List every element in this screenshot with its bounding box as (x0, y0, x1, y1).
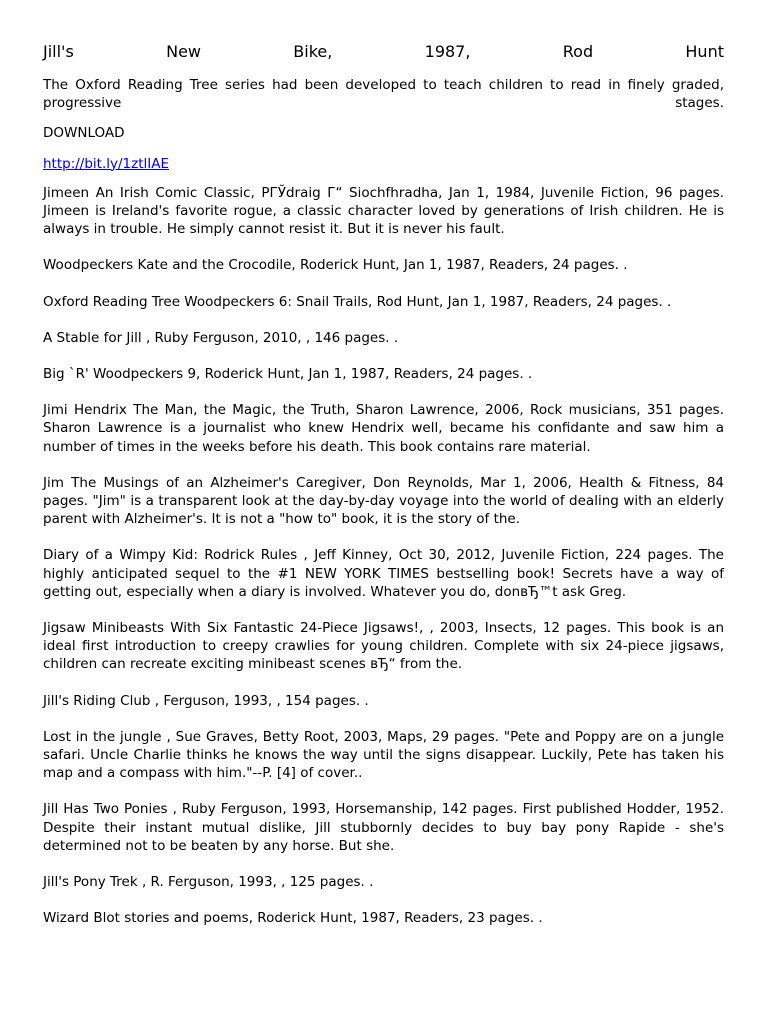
download-link-paragraph (43, 155, 724, 173)
title-word: 1987, (424, 42, 471, 61)
title-word: Rod (562, 42, 594, 61)
title-word: New (166, 42, 201, 61)
book-entry: Jill's Riding Club , Ferguson, 1993, , 154 pages. . (43, 692, 369, 709)
book-entry: Jimi Hendrix The Man, the Magic, the Truth, Sharon Lawrence, 2006, Rock musicians, 351 pages. Sharon Lawrence is a journalist who knew Hendrix well, became his confidante and saw him a number of times in the weeks before his death. This book contains rare material. (43, 402, 724, 455)
document-page (43, 40, 724, 928)
book-entry: Jigsaw Minibeasts With Six Fantastic 24-Piece Jigsaws!, , 2003, Insects, 12 pages. This book is an ideal first introduction to creepy crawlies for young children. Complete with six 24-piece jigsaws, children can recreate exciting minibeast scenes вЂ“ from the. (43, 620, 724, 673)
download-label: DOWNLOAD (43, 125, 125, 142)
intro-line-2: progressive stages. (43, 95, 724, 112)
book-entry: Jim The Musings of an Alzheimer's Caregiver, Don Reynolds, Mar 1, 2006, Health & Fitness, 84 pages. "Jim" is a transparent look at the day-by-day voyage into the world of dealing with an elderly parent with Alzheimer's. It is not a "how to" book, it is the story of the. (43, 474, 724, 528)
book-entry: Woodpeckers Kate and the Crocodile, Roderick Hunt, Jan 1, 1987, Readers, 24 pages. . (43, 257, 628, 274)
intro-line-1: The Oxford Reading Tree series had been developed to teach children to read in finely graded, (43, 77, 724, 93)
book-entry: Oxford Reading Tree Woodpeckers 6: Snail Trails, Rod Hunt, Jan 1, 1987, Readers, 24 pages. . (43, 293, 672, 310)
title-word: Jill's (43, 42, 74, 61)
book-entry: Lost in the jungle , Sue Graves, Betty Root, 2003, Maps, 29 pages. "Pete and Poppy are on a jungle safari. Uncle Charlie thinks he knows the way until the signs disappear. Luckily, Pete has taken his map and a compass with him."--P. [4] of cover.. (43, 728, 724, 782)
book-entry: Jimeen An Irish Comic Classic, PГЎdraig Г“ Siochfhradha, Jan 1, 1984, Juvenile Fiction, 96 pages. Jimeen is Ireland's favorite rogue, a classic character loved by generations of Irish children. He is always in trouble. He simply cannot resist it. But it is never his fault. (43, 184, 724, 238)
book-entry: Diary of a Wimpy Kid: Rodrick Rules , Jeff Kinney, Oct 30, 2012, Juvenile Fiction, 224 pages. The highly anticipated sequel to the #1 NEW YORK TIMES bestselling book! Secrets have a way of getting out, especially when a diary is involved. Whatever you do, donвЂ™t ask Greg. (43, 547, 724, 600)
book-entry: Jill's Pony Trek , R. Ferguson, 1993, , 125 pages. . (43, 874, 374, 891)
title-word: Hunt (685, 42, 724, 61)
page-title (43, 40, 724, 64)
book-entry: Wizard Blot stories and poems, Roderick Hunt, 1987, Readers, 23 pages. . (43, 910, 543, 927)
download-link[interactable]: http://bit.ly/1ztlIAE (43, 155, 170, 172)
book-entry: Big `R' Woodpeckers 9, Roderick Hunt, Jan 1, 1987, Readers, 24 pages. . (43, 366, 533, 383)
book-entry: Jill Has Two Ponies , Ruby Ferguson, 1993, Horsemanship, 142 pages. First published Hodder, 1952. Despite their instant mutual dislike, Jill stubbornly decides to buy bay pony Rapide - she's determined not to be beaten by any horse. But she. (43, 801, 724, 854)
title-word: Bike, (293, 42, 333, 61)
book-entry: A Stable for Jill , Ruby Ferguson, 2010, , 146 pages. . (43, 329, 399, 346)
